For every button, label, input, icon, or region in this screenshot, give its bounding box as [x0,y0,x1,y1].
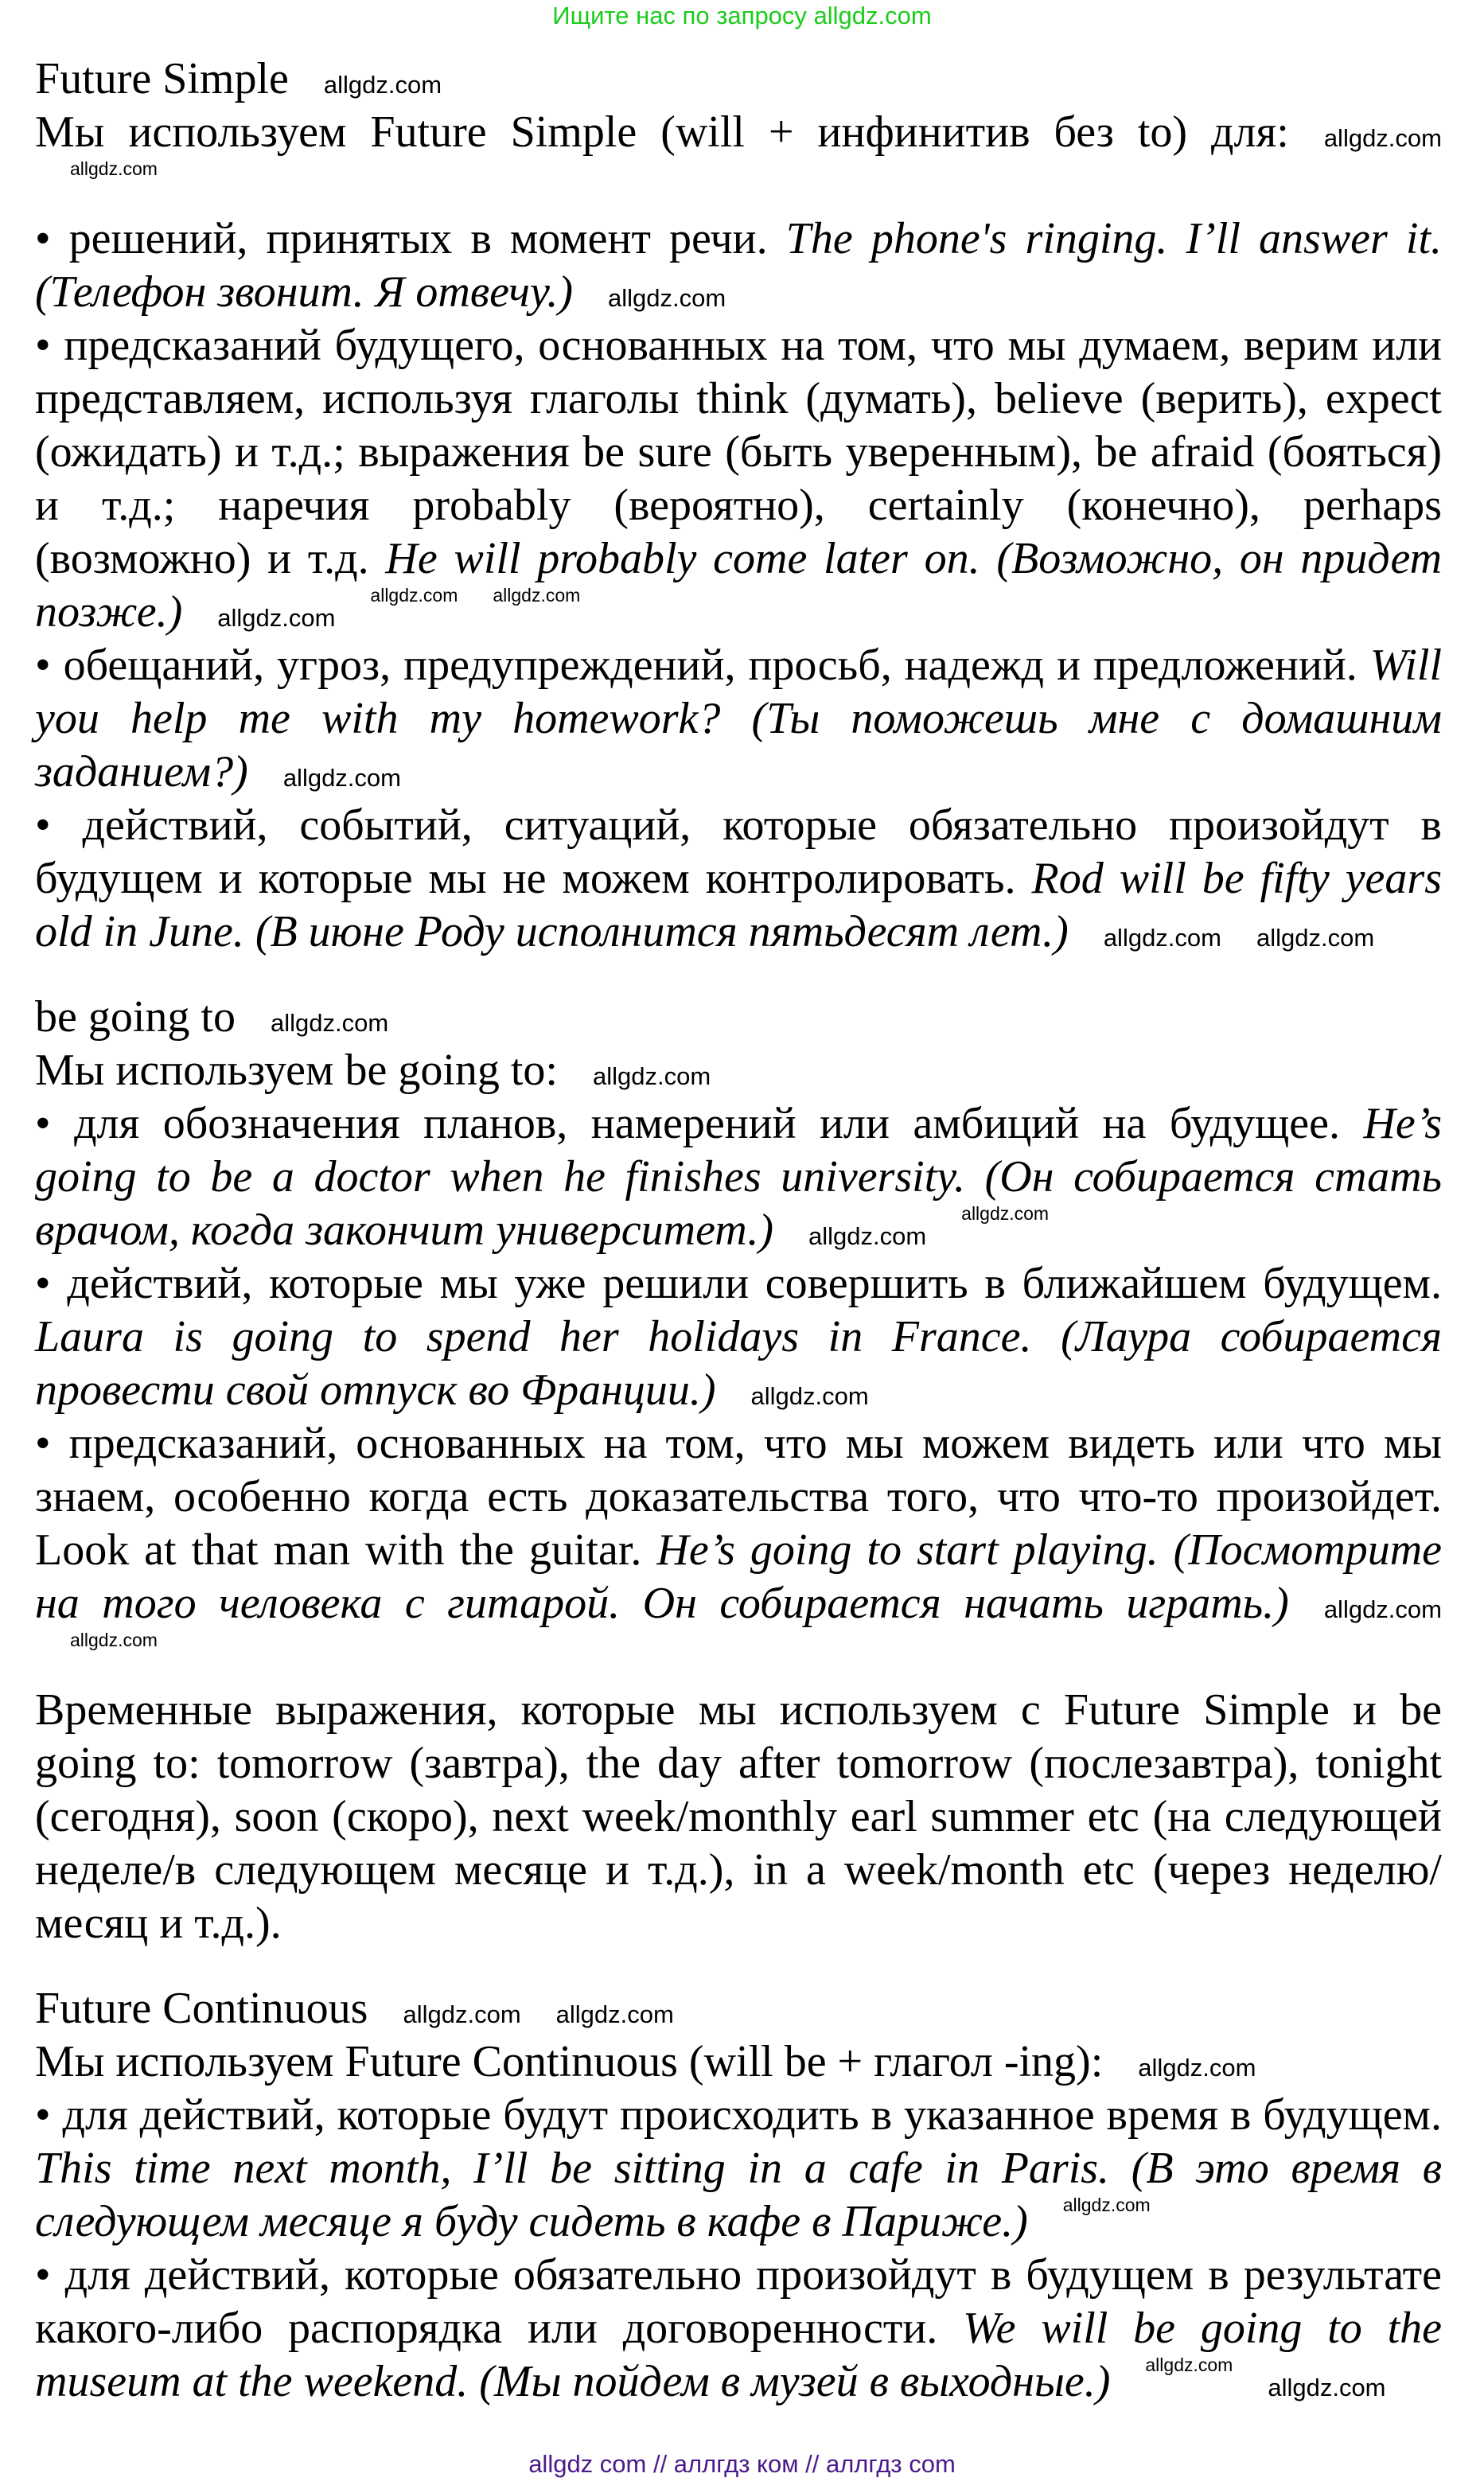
example-text: The phone's ringing. I’ll answer it. (Телефон звонит. Я отвечу.) [35,214,1442,317]
watermark: allgdz.com [961,1203,1050,1224]
rule-text: • для обозначения планов, намерений или амбиций на будущее. [35,1099,1364,1148]
watermark: allgdz.com [270,1009,389,1037]
rule-text: Мы используем be going to: [35,1046,558,1095]
example-text: Laura is going to spend her holidays in France. (Лаура собирается провести свой отпуск во Франции.) [35,1312,1442,1415]
section [35,1982,1442,2409]
watermark: allgdz.com [750,1382,869,1410]
rule-text: Мы используем Future Simple (will + инфинитив без to) для: [35,107,1289,157]
watermark: allgdz.com [70,158,158,179]
watermark: allgdz.com [1268,2374,1386,2401]
example-text: This time next month, I’ll be sitting in a cafe in Paris. (В это время в следующем месяце я буду сидеть в кафе в Париже.) [35,2144,1442,2246]
section-title-line [35,1982,1442,2035]
section-title-line [35,53,1442,106]
watermark: allgdz.com [1323,124,1442,152]
rule-text: • для действий, которые будут происходить в указанное время в будущем. [35,2090,1442,2140]
watermark: allgdz.com [370,585,458,606]
example-text: We will be going to the museum at the weekend. (Мы пойдем в музей в выходные.) [35,2304,1442,2406]
paragraph [35,319,1442,639]
paragraph [35,1684,1442,1950]
example-text: Rod will be fifty years old in June. (В июне Роду исполнится пятьдесят лет.) [35,854,1442,956]
section-title: be going to [35,992,236,1042]
example-text: He will probably come later on. (Возможно, он придет позже.) [35,534,1443,637]
watermark: allgdz.com [493,585,581,606]
paragraph [35,2089,1442,2249]
rule-text: • для действий, которые обязательно произойдут в будущем в результате какого-либо распорядка или договоренности. [35,2250,1442,2353]
paragraph [35,2035,1442,2089]
paragraph [35,106,1442,212]
watermark: allgdz.com [555,2000,674,2028]
paragraph [35,2249,1442,2409]
example-text: Will you help me with my homework? (Ты поможешь мне с домашним заданием?) [35,641,1442,797]
rule-text: Мы используем Future Continuous (will be + глагол -ing): [35,2037,1104,2086]
watermark: allgdz.com [282,764,401,792]
paragraph [35,1044,1442,1097]
paragraph [35,1097,1442,1257]
section-title: Future Simple [35,54,289,103]
section-title-line [35,991,1442,1044]
section [35,53,1442,959]
rule-text: • действий, которые мы уже решили совершить в ближайшем будущем. [35,1259,1442,1308]
watermark: allgdz.com [1062,2195,1151,2215]
rule-text: • предсказаний будущего, основанных на том, что мы думаем, верим или представляем, используя глаголы think (думать), believe (верить), expect (ожидать) и т.д.; выражения be sure (быть уверенным), be afraid (бояться) и т.д.; наречия probably (вероятно), certainly (конечно), perhaps (возможно) и т.д. [35,321,1442,583]
rule-text: • решений, принятых в момент речи. [35,214,786,263]
watermark: allgdz.com [608,284,726,312]
rule-text: Временные выражения, которые мы используем с Future Simple и be going to: tomorrow (завтра), the day after tomorrow (послезавтра), tonight (сегодня), soon (скоро), next week/monthly earl summer etc (на следующей неделе/в следующем месяце и т.д.), in a week/month etc (через неделю/месяц и т.д.). [35,1685,1442,1948]
watermark: allgdz.com [1256,924,1375,952]
section-title: Future Continuous [35,1984,368,2033]
watermark: allgdz.com [70,1630,158,1650]
watermark: allgdz.com [217,604,336,632]
watermark: allgdz.com [323,71,442,99]
rule-text: • обещаний, угроз, предупреждений, просьб, надежд и предложений. [35,641,1370,690]
paragraph [35,639,1442,799]
paragraph [35,799,1442,959]
watermark: allgdz.com [593,1062,711,1090]
rule-text: • действий, событий, ситуаций, которые обязательно произойдут в будущем и которые мы не можем контролировать. [35,800,1442,903]
watermark: allgdz.com [403,2000,521,2028]
paragraph [35,1417,1442,1684]
watermark: allgdz.com [1138,2054,1256,2082]
watermark: allgdz.com [808,1222,927,1250]
watermark: allgdz.com [1103,924,1221,952]
watermark: allgdz.com [1323,1595,1442,1623]
paragraph [35,1257,1442,1417]
example-text: He’s going to be a doctor when he finishes university. (Он собирается стать врачом, когда закончит университет.) [35,1099,1442,1255]
paragraph [35,212,1442,319]
example-text: He’s going to start playing. (Посмотрите на того человека с гитарой. Он собирается начать играть.) [35,1525,1443,1628]
document-content [35,53,1442,2409]
section [35,991,1442,1950]
rule-text: • предсказаний, основанных на том, что мы можем видеть или что мы знаем, особенно когда есть доказательства того, что что-то произойдет. Look at that man with the guitar. [35,1419,1442,1575]
bottom-banner[interactable]: allgdz com // аллгдз ком // аллгдз com [528,2450,956,2478]
top-banner[interactable]: Ищите нас по запросу allgdz.com [552,2,932,29]
watermark: allgdz.com [1145,2355,1233,2375]
